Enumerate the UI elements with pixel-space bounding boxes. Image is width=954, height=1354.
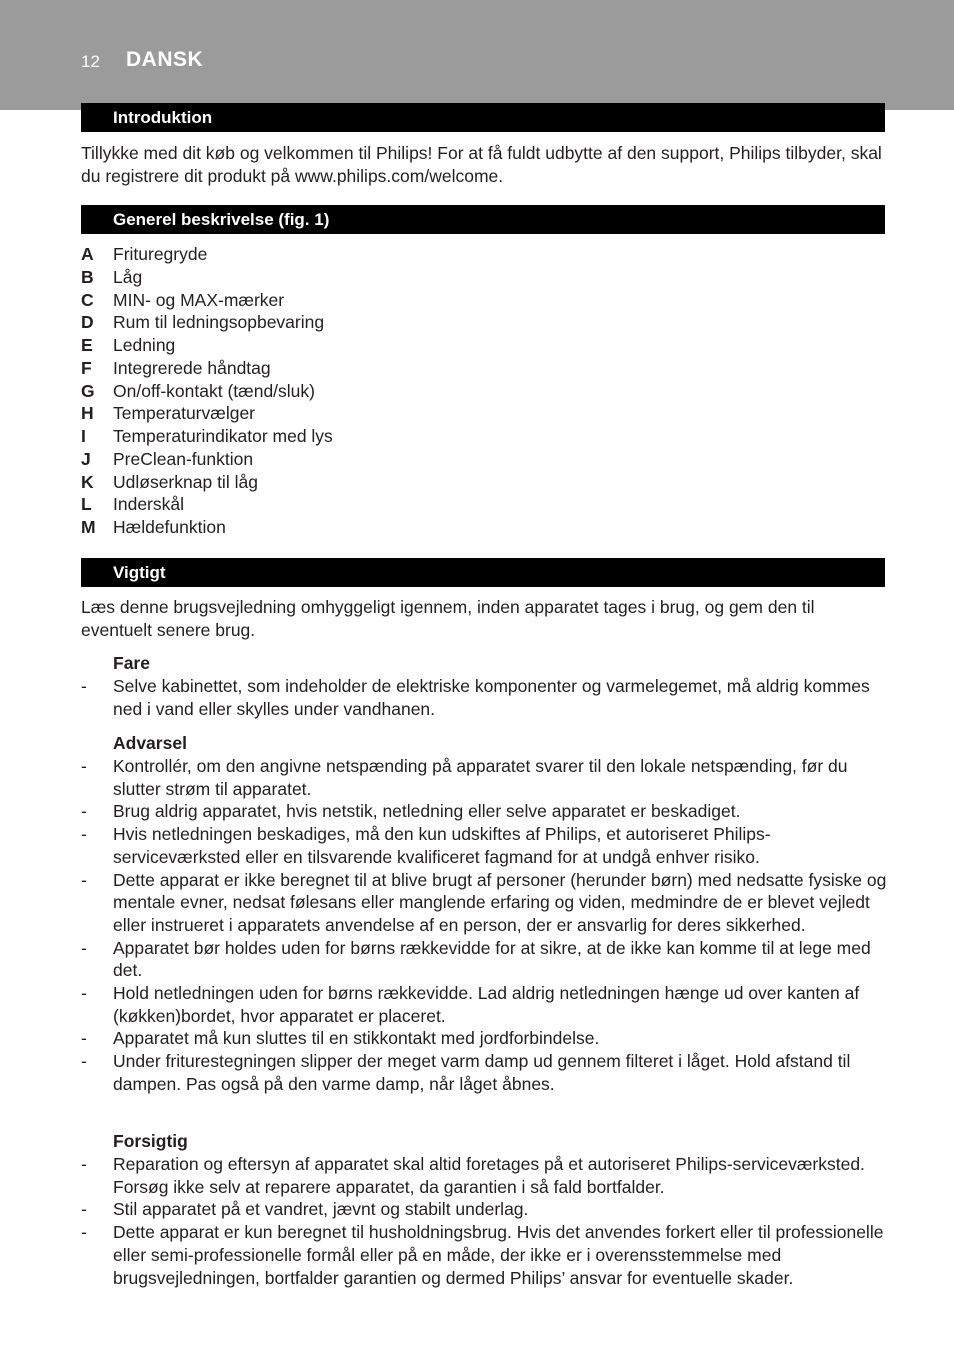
bullet-text: Selve kabinettet, som indeholder de elektriske komponenter og varmelegemet, må aldrig kommes ned i vand eller skylles under vandhanen. bbox=[113, 676, 870, 719]
parts-label: MIN- og MAX-mærker bbox=[113, 289, 285, 310]
parts-label: Inderskål bbox=[113, 494, 185, 515]
list-item: - Hvis netledningen beskadiges, må den kun udskiftes af Philips, et autoriseret Philips-serviceværksted eller en tilsvarende kvalificeret fagmand for at undgå enhver risiko. bbox=[81, 824, 771, 867]
parts-item bbox=[81, 471, 581, 494]
parts-letter: E bbox=[81, 335, 93, 355]
parts-label: PreClean-funktion bbox=[113, 448, 254, 469]
parts-label: Temperaturindikator med lys bbox=[113, 426, 333, 446]
parts-item bbox=[81, 243, 581, 266]
list-item: - Dette apparat er ikke beregnet til at blive brugt af personer (herunder børn) med nedsatte fysiske og mentale evner, nedsat følesans eller manglende erfaring og viden, medmindre de er blevet vejledt eller instrueret i apparatets anvendelse af en person, der er ansvarlig for deres sikkerhed. bbox=[81, 869, 887, 935]
parts-letter: D bbox=[81, 312, 94, 333]
parts-item bbox=[81, 448, 581, 471]
parts-label: Hældefunktion bbox=[113, 517, 226, 537]
parts-letter: G bbox=[81, 380, 95, 401]
bullet-text: Dette apparat er kun beregnet til husholdningsbrug. Hvis det anvendes forkert eller til professionelle eller semi-professionelle formål eller på en måde, der ikke er i overensstemmelse med brugsvejledningen, bortfalder garantien og dermed Philips’ ansvar for eventuelle skader. bbox=[113, 1222, 884, 1288]
parts-letter: M bbox=[81, 517, 96, 537]
parts-item bbox=[81, 516, 581, 539]
parts-letter: A bbox=[81, 244, 94, 264]
bullet-text: Reparation og eftersyn af apparatet skal altid foretages på et autoriseret Philips-serviceværksted. Forsøg ikke selv at reparere apparatet, da garantien i så fald bortfalder. bbox=[113, 1154, 865, 1197]
list-item: - Apparatet må kun sluttes til en stikkontakt med jordforbindelse. bbox=[81, 1028, 600, 1049]
caution-list bbox=[81, 1153, 889, 1289]
section-title-important: Vigtigt bbox=[113, 563, 166, 582]
bullet-text: Apparatet bør holdes uden for børns rækkevidde for at sikre, at de ikke kan komme til at lege med det. bbox=[113, 937, 871, 981]
section-bar-important bbox=[81, 558, 885, 587]
parts-label: Rum til ledningsopbevaring bbox=[113, 312, 325, 333]
bullet-text: Hvis netledningen beskadiges, må den kun udskiftes af Philips, et autoriseret Philips-serviceværksted eller en tilsvarende kvalificeret fagmand for at undgå enhver risiko. bbox=[113, 824, 771, 867]
parts-label: Temperaturvælger bbox=[113, 403, 255, 424]
parts-letter: H bbox=[81, 403, 94, 424]
parts-item bbox=[81, 266, 581, 289]
bullet-text: Dette apparat er ikke beregnet til at blive brugt af personer (herunder børn) med nedsatte fysiske og mentale evner, nedsat følesans eller manglende erfaring og viden, medmindre de er blevet vejledt eller instrueret i apparatets anvendelse af en person, der er ansvarlig for deres sikkerhed. bbox=[113, 869, 887, 935]
warning-heading: Advarsel bbox=[113, 733, 187, 753]
important-intro-paragraph: Læs denne brugsvejledning omhyggeligt igennem, inden apparatet tages i brug, og gem den til eventuelt senere brug. bbox=[81, 597, 815, 640]
parts-letter: K bbox=[81, 471, 94, 492]
bullet-text: Kontrollér, om den angivne netspænding på apparatet svarer til den lokale netspænding, før du slutter strøm til apparatet. bbox=[113, 756, 848, 799]
warning-list bbox=[81, 755, 889, 1096]
caution-heading: Forsigtig bbox=[113, 1131, 188, 1151]
page-language: DANSK bbox=[126, 48, 204, 71]
parts-letter: J bbox=[81, 448, 91, 469]
list-item: - Brug aldrig apparatet, hvis netstik, netledning eller selve apparatet er beskadiget. bbox=[81, 801, 741, 822]
parts-label: On/off-kontakt (tænd/sluk) bbox=[113, 380, 315, 401]
list-item: - Apparatet bør holdes uden for børns rækkevidde for at sikre, at de ikke kan komme til at lege med det. bbox=[81, 937, 871, 981]
parts-label: Låg bbox=[113, 266, 143, 287]
parts-letter: I bbox=[81, 426, 86, 446]
parts-item bbox=[81, 402, 581, 425]
parts-label: Udløserknap til låg bbox=[113, 471, 258, 492]
section-title-description: Generel beskrivelse (fig. 1) bbox=[113, 210, 330, 229]
parts-list bbox=[81, 243, 581, 539]
parts-item bbox=[81, 380, 581, 403]
bullet-text: Brug aldrig apparatet, hvis netstik, netledning eller selve apparatet er beskadiget. bbox=[113, 801, 741, 822]
section-bar-introduction bbox=[81, 103, 885, 132]
list-item: - Stil apparatet på et vandret, jævnt og stabilt underlag. bbox=[81, 1199, 529, 1220]
bullet-text: Hold netledningen uden for børns rækkevidde. Lad aldrig netledningen hænge ud over kanten af (køkken)bordet, hvor apparatet er placeret. bbox=[113, 983, 860, 1026]
bullet-text: Under friturestegningen slipper der meget varm damp ud gennem filteret i låget. Hold afstand til dampen. Pas også på den varme damp, når låget åbnes. bbox=[113, 1051, 851, 1094]
parts-label: Integrerede håndtag bbox=[113, 357, 271, 378]
list-item: - Dette apparat er kun beregnet til husholdningsbrug. Hvis det anvendes forkert eller til professionelle eller semi-professionelle formål eller på en måde, der ikke er i overensstemmelse med brugsvejledningen, bortfalder garantien og dermed Philips’ ansvar for eventuelle skader. bbox=[81, 1222, 884, 1288]
header-band bbox=[0, 0, 954, 110]
danger-heading: Fare bbox=[113, 653, 150, 673]
list-item: - Hold netledningen uden for børns rækkevidde. Lad aldrig netledningen hænge ud over kanten af (køkken)bordet, hvor apparatet er placeret. bbox=[81, 983, 860, 1026]
bullet-text: Stil apparatet på et vandret, jævnt og stabilt underlag. bbox=[113, 1199, 529, 1220]
parts-letter: F bbox=[81, 357, 92, 378]
intro-paragraph: Tillykke med dit køb og velkommen til Philips! For at få fuldt udbytte af den support, Philips tilbyder, skal du registrere dit produkt på www.philips.com/welcome. bbox=[81, 143, 882, 186]
parts-item bbox=[81, 334, 581, 357]
list-item: - Selve kabinettet, som indeholder de elektriske komponenter og varmelegemet, må aldrig kommes ned i vand eller skylles under vandhanen. bbox=[81, 676, 870, 719]
parts-item bbox=[81, 357, 581, 380]
parts-letter: B bbox=[81, 266, 94, 287]
list-item: - Reparation og eftersyn af apparatet skal altid foretages på et autoriseret Philips-serviceværksted. Forsøg ikke selv at reparere apparatet, da garantien i så fald bortfalder. bbox=[81, 1154, 865, 1197]
section-bar-description bbox=[81, 205, 885, 234]
parts-letter: L bbox=[81, 494, 92, 515]
danger-list bbox=[81, 675, 889, 720]
list-item: - Under friturestegningen slipper der meget varm damp ud gennem filteret i låget. Hold afstand til dampen. Pas også på den varme damp, når låget åbnes. bbox=[81, 1051, 851, 1094]
list-item: - Kontrollér, om den angivne netspænding på apparatet svarer til den lokale netspænding, før du slutter strøm til apparatet. bbox=[81, 756, 848, 799]
parts-letter: C bbox=[81, 289, 94, 310]
parts-item bbox=[81, 425, 581, 448]
section-title-introduction: Introduktion bbox=[113, 108, 213, 127]
parts-item bbox=[81, 493, 581, 516]
parts-item bbox=[81, 311, 581, 334]
parts-label: Frituregryde bbox=[113, 244, 208, 264]
parts-label: Ledning bbox=[113, 335, 176, 355]
parts-item bbox=[81, 289, 581, 312]
bullet-text: Apparatet må kun sluttes til en stikkontakt med jordforbindelse. bbox=[113, 1028, 600, 1049]
page-number: 12 bbox=[81, 52, 100, 71]
